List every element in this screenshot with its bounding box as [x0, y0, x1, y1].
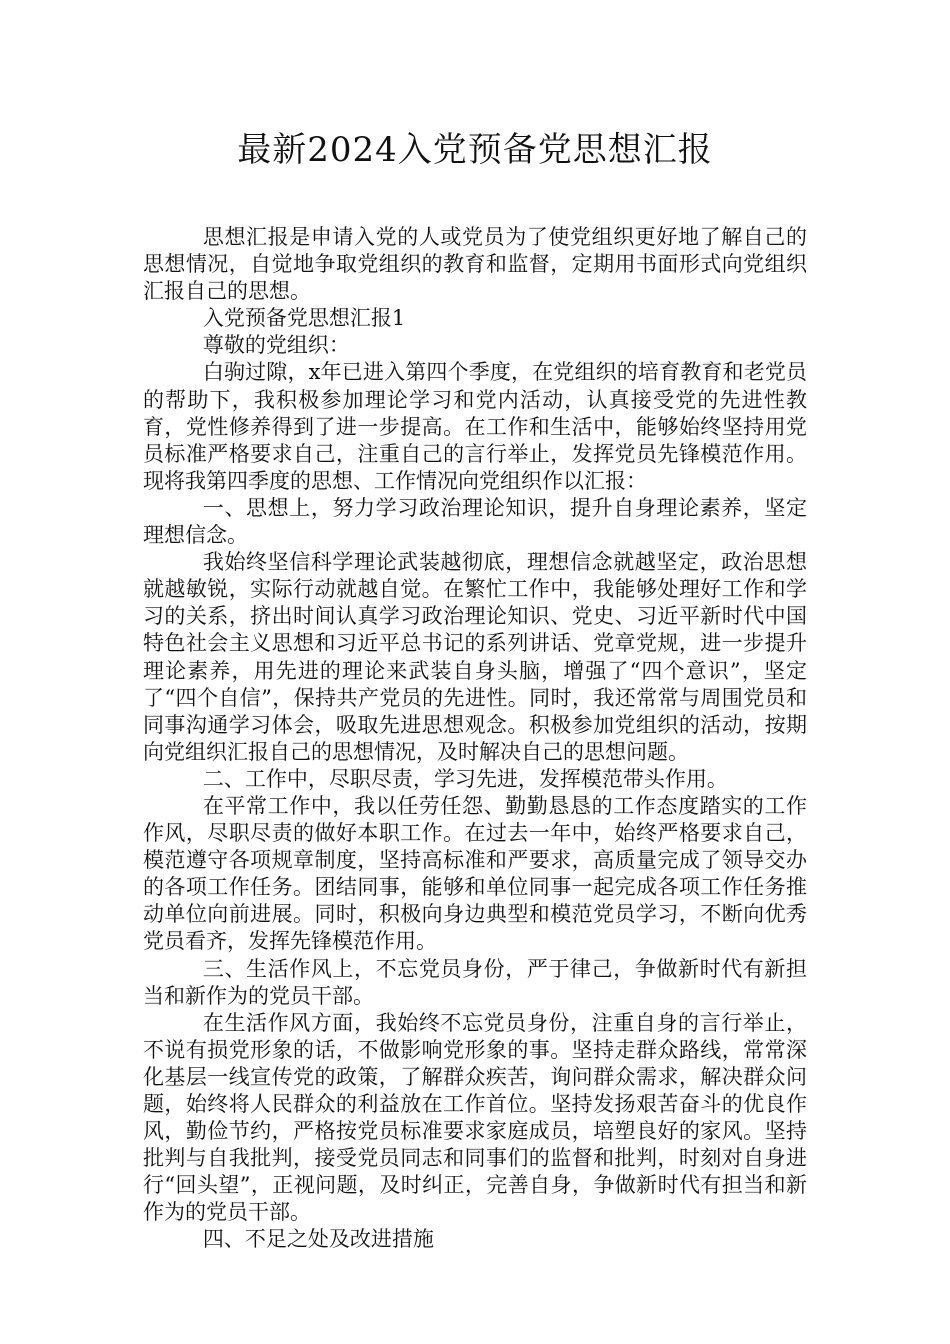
document-body: [143, 224, 807, 1254]
paragraph-opening: 白驹过隙，x年已进入第四个季度，在党组织的培育教育和老党员的帮助下，我积极参加理论学习和党内活动，认真接受党的先进性教育，党性修养得到了进一步提高。在工作和生活中，能够始终坚持用党员标准严格要求自己，注重自己的言行举止，发挥党员先锋模范作用。现将我第四季度的思想、工作情况向党组织作以汇报：: [143, 360, 807, 493]
section-heading-1: 一、思想上，努力学习政治理论知识，提升自身理论素养，坚定理想信念。: [143, 495, 807, 548]
paragraph-salutation: 尊敬的党组织：: [202, 333, 350, 358]
section-heading-3: 三、生活作风上，不忘党员身份，严于律己，争做新时代有新担当和新作为的党员干部。: [143, 956, 807, 1008]
paragraph-intro: 思想汇报是申请入党的人或党员为了使党组织更好地了解自己的思想情况，自觉地争取党组织的教育和监督，定期用书面形式向党组织汇报自己的思想。: [143, 225, 807, 304]
section-heading-2: 二、工作中，尽职尽责，学习先进，发挥模范带头作用。: [202, 766, 728, 791]
paragraph-section-3: 在生活作风方面，我始终不忘党员身份，注重自身的言行举止，不说有损党形象的话，不做影响党形象的事。坚持走群众路线，常常深化基层一线宣传党的政策，了解群众疾苦，询问群众需求，解决群众问题，始终将人民群众的利益放在工作首位。坚持发扬艰苦奋斗的优良作风，勤俭节约，严格按党员标准要求家庭成员，培塑良好的家风。坚持批判与自我批判，接受党员同志和同事们的监督和批判，时刻对自身进行“回头望”，正视问题，及时纠正，完善自身，争做新时代有担当和新作为的党员干部。: [143, 1010, 807, 1225]
paragraph-section-1: 我始终坚信科学理论武装越彻底，理想信念就越坚定，政治思想就越敏锐，实际行动就越自觉。在繁忙工作中，我能够处理好工作和学习的关系，挤出时间认真学习政治理论知识、党史、习近平新时代中国特色社会主义思想和习近平总书记的系列讲话、党章党规，进一步提升理论素养，用先进的理论来武装自身头脑，增强了“四个意识”，坚定了“四个自信”，保持共产党员的先进性。同时，我还常常与周围党员和同事沟通学习体会，吸取先进思想观念。积极参加党组织的活动，按期向党组织汇报自己的思想情况，及时解决自己的思想问题。: [143, 550, 807, 764]
paragraph-section-2: 在平常工作中，我以任劳任怨、勤勤恳恳的工作态度踏实的工作作风，尽职尽责的做好本职工作。在过去一年中，始终严格要求自己，模范遵守各项规章制度，坚持高标准和严要求，高质量完成了领导交办的各项工作任务。团结同事，能够和单位同事一起完成各项工作任务推动单位向前进展。同时，积极向身边典型和模范党员学习，不断向优秀党员看齐，发挥先锋模范作用。: [143, 793, 807, 954]
document-title: 最新2024入党预备党思想汇报: [237, 130, 713, 170]
paragraph-subtitle: 入党预备党思想汇报1: [202, 306, 406, 331]
section-heading-4: 四、不足之处及改进措施: [202, 1227, 434, 1252]
